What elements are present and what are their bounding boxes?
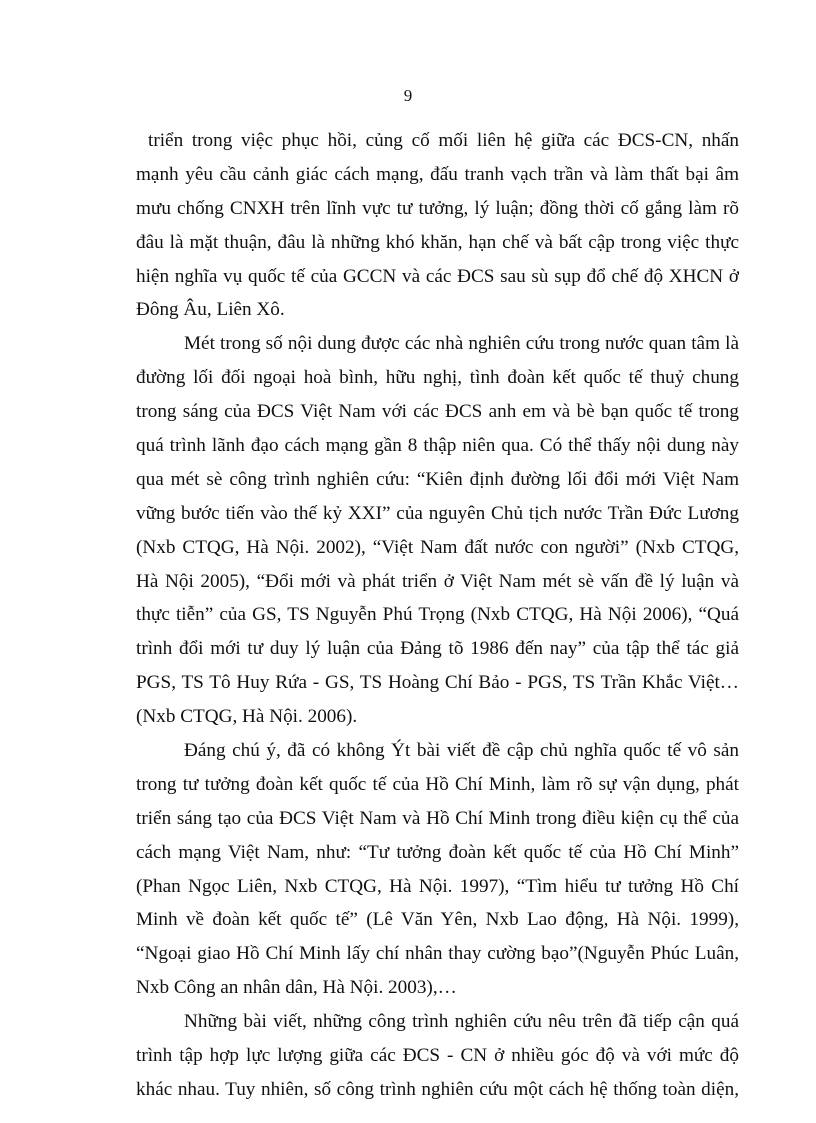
text-line: Mét trong số nội dung được các nhà nghiên cứu trong nước quan tâm là (184, 333, 739, 355)
text-line: Nxb Công an nhân dân, Hà Nội. 2003),… (136, 977, 457, 999)
body-text (136, 124, 739, 1107)
text-line: triển trong việc phục hồi, củng cố mối liên hệ giữa các ĐCS-CN, nhấn (148, 130, 739, 151)
text-line: trình tập hợp lực lượng giữa các ĐCS - CN ở nhiều góc độ và với mức độ (136, 1045, 739, 1067)
text-line: (Nxb CTQG, Hà Nội. 2002), “Việt Nam đất nước con người” (Nxb CTQG, (136, 536, 739, 558)
text-line: qua mét sè công trình nghiên cứu: “Kiên định đường lối đổi mới Việt Nam (136, 468, 739, 490)
text-line: Đáng chú ý, đã có không Ýt bài viết đề cập chủ nghĩa quốc tế vô sản (184, 740, 739, 762)
text-line: Đông Âu, Liên Xô. (136, 299, 285, 321)
text-line: PGS, TS Tô Huy Rứa - GS, TS Hoàng Chí Bảo - PGS, TS Trần Khắc Việt… (136, 672, 739, 694)
text-line: đâu là mặt thuận, đâu là những khó khăn, hạn chế và bất cập trong việc thực (136, 231, 739, 253)
text-line: trình đổi mới tư duy lý luận của Đảng tõ 1986 đến nay” của tập thể tác giả (136, 638, 739, 660)
text-line: khác nhau. Tuy nhiên, số công trình nghiên cứu một cách hệ thống toàn diện, (136, 1078, 739, 1100)
text-line: cách mạng Việt Nam, như: “Tư tưởng đoàn kết quốc tế của Hồ Chí Minh” (136, 841, 739, 863)
text-line: đường lối đối ngoại hoà bình, hữu nghị, tình đoàn kết quốc tế thuỷ chung (136, 367, 739, 389)
text-line: vững bước tiến vào thế kỷ XXI” của nguyên Chủ tịch nước Trần Đức Lương (136, 502, 739, 524)
text-line: trong sáng của ĐCS Việt Nam với các ĐCS anh em và bè bạn quốc tế trong (136, 401, 739, 423)
text-line: hiện nghĩa vụ quốc tế của GCCN và các ĐCS sau sù sụp đổ chế độ XHCN ở (136, 265, 739, 287)
text-line: quá trình lãnh đạo cách mạng gần 8 thập niên qua. Có thể thấy nội dung này (136, 435, 739, 457)
text-line: (Phan Ngọc Liên, Nxb CTQG, Hà Nội. 1997), “Tìm hiểu tư tưởng Hồ Chí (136, 875, 739, 897)
text-line: mạnh yêu cầu cảnh giác cách mạng, đấu tranh vạch trần và làm thất bại âm (136, 163, 739, 185)
text-line: mưu chống CNXH trên lĩnh vực tư tưởng, lý luận; đồng thời cố gắng làm rõ (136, 197, 739, 219)
text-line: Minh về đoàn kết quốc tế” (Lê Văn Yên, Nxb Lao động, Hà Nội. 1999), (136, 909, 739, 931)
text-line: thực tiễn” của GS, TS Nguyễn Phú Trọng (Nxb CTQG, Hà Nội 2006), “Quá (136, 604, 739, 626)
text-line: “Ngoại giao Hồ Chí Minh lấy chí nhân thay cường bạo”(Nguyễn Phúc Luân, (136, 943, 739, 965)
text-line: (Nxb CTQG, Hà Nội. 2006). (136, 706, 358, 728)
text-line: trong tư tưởng đoàn kết quốc tế của Hồ Chí Minh, làm rõ sự vận dụng, phát (136, 773, 739, 795)
text-line: Những bài viết, những công trình nghiên cứu nêu trên đã tiếp cận quá (184, 1011, 739, 1033)
text-line: triển sáng tạo của ĐCS Việt Nam và Hồ Chí Minh trong điều kiện cụ thể của (136, 807, 739, 829)
text-line: Hà Nội 2005), “Đổi mới và phát triển ở Việt Nam mét sè vấn đề lý luận và (136, 570, 739, 592)
page-number: 9 (403, 86, 413, 105)
